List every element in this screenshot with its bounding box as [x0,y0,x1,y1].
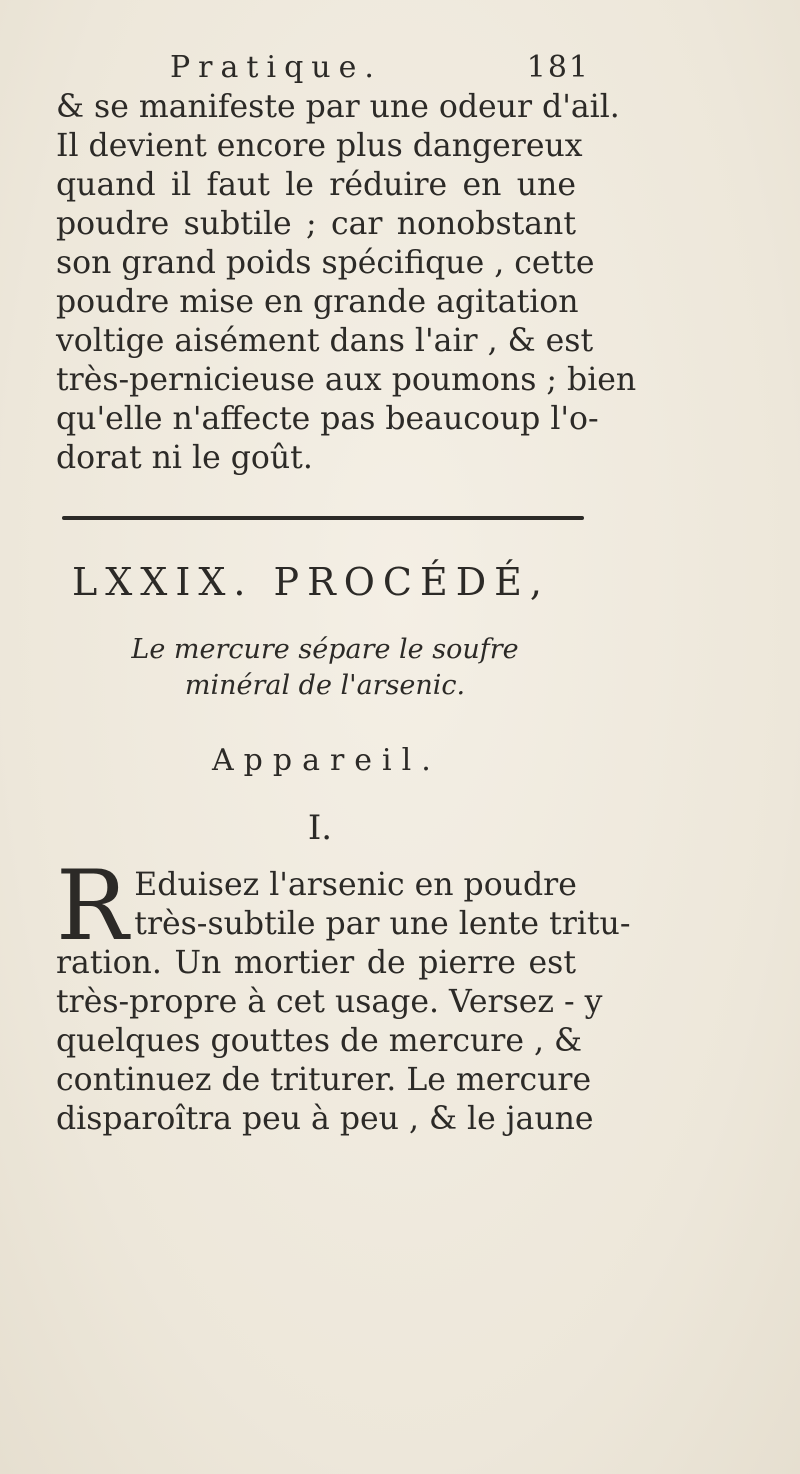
text-line: & se manifeste par une odeur d'ail. [56,89,620,125]
text-line: très-propre à cet usage. Versez - y [56,984,603,1020]
paragraph-procedure [56,850,631,1139]
text-line: voltige aisément dans l'air , & est [56,323,594,359]
page-number: 181 [526,50,590,85]
text-line: disparoîtra peu à peu , & le jaune [56,1101,594,1137]
horizontal-rule [62,516,584,520]
drop-cap: R [56,850,129,962]
paragraph-continued [56,88,637,478]
text-line: poudre subtile ; car nonobstant [56,206,576,242]
text-line: dorat ni le goût. [56,440,313,476]
text-line: Il devient encore plus dangereux [56,128,583,164]
running-title: Pratique. [170,50,382,85]
text-line: très-subtile par une lente tritu- [134,906,631,942]
apparatus-heading: Appareil. [212,743,441,778]
text-line: Eduisez l'arsenic en poudre [134,867,577,903]
page-header [170,50,590,90]
text-line: quelques gouttes de mercure , & [56,1023,583,1059]
text-line: quand il faut le réduire en une [56,167,576,203]
step-number: I. [307,808,333,848]
text-line: son grand poids spécifique , cette [56,245,595,281]
text-line: continuez de triturer. Le mercure [56,1062,592,1098]
text-line: très-pernicieuse aux poumons ; bien [56,362,637,398]
text-line: poudre mise en grande agitation [56,284,579,320]
text-line: qu'elle n'affecte pas beaucoup l'o- [56,401,599,437]
section-subtitle: Le mercure sépare le soufre minéral de l'arsenic. [131,634,519,701]
text-line: ration. Un mortier de pierre est [56,945,576,981]
section-title: LXXIX. PROCÉDÉ, [72,560,550,604]
